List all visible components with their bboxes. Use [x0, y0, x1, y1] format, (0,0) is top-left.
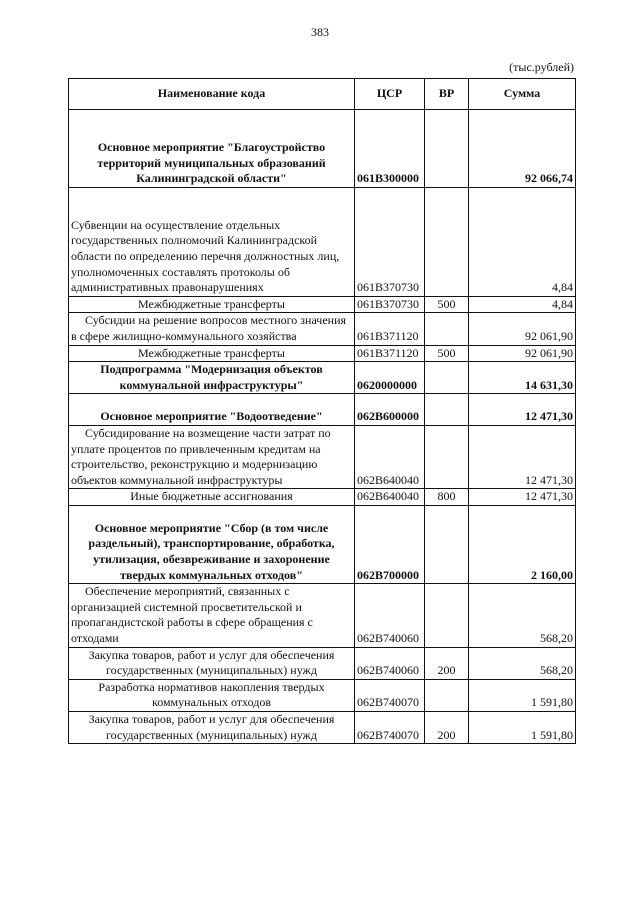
row-sum: 14 631,30 [469, 362, 576, 394]
page-number: 383 [311, 25, 329, 39]
units-label: (тыс.рублей) [509, 60, 574, 74]
row-vr: 800 [425, 489, 469, 506]
row-sum: 4,84 [469, 296, 576, 313]
table-row [69, 345, 576, 362]
row-code: 061В370730 [355, 296, 425, 313]
row-vr [425, 187, 469, 296]
row-sum: 92 061,90 [469, 345, 576, 362]
row-code: 062В700000 [355, 505, 425, 583]
row-sum: 12 471,30 [469, 394, 576, 426]
row-code: 061В300000 [355, 110, 425, 188]
row-vr: 200 [425, 647, 469, 679]
row-vr [425, 394, 469, 426]
row-code: 062В740060 [355, 584, 425, 647]
row-vr: 500 [425, 345, 469, 362]
row-sum: 92 061,90 [469, 313, 576, 345]
row-name: Межбюджетные трансферты [69, 296, 355, 313]
row-code: 061В370730 [355, 187, 425, 296]
row-vr [425, 584, 469, 647]
row-sum: 2 160,00 [469, 505, 576, 583]
row-sum: 12 471,30 [469, 425, 576, 488]
row-sum: 568,20 [469, 584, 576, 647]
table-row [69, 489, 576, 506]
row-name: Основное мероприятие "Благоустройство территорий муниципальных образований Калининградской области" [69, 110, 355, 188]
row-name: Субвенции на осуществление отдельных государственных полномочий Калининградской области по определению перечня должностных лиц, уполномоченных составлять протоколы об административных правонарушениях [69, 187, 355, 296]
row-vr [425, 505, 469, 583]
header-code: ЦСР [355, 79, 425, 110]
row-code: 061В371120 [355, 313, 425, 345]
row-name: Субсидирование на возмещение части затрат по уплате процентов по привлеченным кредитам на строительство, реконструкцию и модернизацию объектов коммунальной инфраструктуры [69, 425, 355, 488]
row-sum: 1 591,80 [469, 679, 576, 711]
header-name: Наименование кода [69, 79, 355, 110]
row-code: 062В740070 [355, 679, 425, 711]
row-vr: 200 [425, 712, 469, 744]
row-name: Обеспечение мероприятий, связанных с организацией системной просветительской и пропагандистской работы в сфере обращения с отходами [69, 584, 355, 647]
row-code: 062В640040 [355, 489, 425, 506]
row-vr: 500 [425, 296, 469, 313]
header-sum: Сумма [469, 79, 576, 110]
row-sum: 1 591,80 [469, 712, 576, 744]
table-row [69, 679, 576, 711]
row-name: Разработка нормативов накопления твердых коммунальных отходов [69, 679, 355, 711]
row-vr [425, 679, 469, 711]
row-name: Субсидии на решение вопросов местного значения в сфере жилищно-коммунального хозяйства [69, 313, 355, 345]
table-row [69, 394, 576, 426]
row-vr [425, 425, 469, 488]
row-vr [425, 362, 469, 394]
row-name: Иные бюджетные ассигнования [69, 489, 355, 506]
table-row [69, 187, 576, 296]
row-code: 062В740070 [355, 712, 425, 744]
row-name: Основное мероприятие "Водоотведение" [69, 394, 355, 426]
row-code: 061В371120 [355, 345, 425, 362]
row-code: 062В600000 [355, 394, 425, 426]
table-row [69, 584, 576, 647]
budget-table [68, 78, 576, 744]
row-name: Основное мероприятие "Сбор (в том числе раздельный), транспортирование, обработка, утилизация, обезвреживание и захоронение твердых коммунальных отходов" [69, 505, 355, 583]
table-row [69, 505, 576, 583]
row-name: Закупка товаров, работ и услуг для обеспечения государственных (муниципальных) нужд [69, 647, 355, 679]
row-code: 062В640040 [355, 425, 425, 488]
row-sum: 12 471,30 [469, 489, 576, 506]
table-row [69, 647, 576, 679]
row-name: Межбюджетные трансферты [69, 345, 355, 362]
header-vr: ВР [425, 79, 469, 110]
table-header-row [69, 79, 576, 110]
row-code: 0620000000 [355, 362, 425, 394]
table-row [69, 296, 576, 313]
row-vr [425, 110, 469, 188]
row-sum: 92 066,74 [469, 110, 576, 188]
row-code: 062В740060 [355, 647, 425, 679]
table-row [69, 712, 576, 744]
row-name: Закупка товаров, работ и услуг для обеспечения государственных (муниципальных) нужд [69, 712, 355, 744]
row-sum: 568,20 [469, 647, 576, 679]
table-row [69, 110, 576, 188]
row-name: Подпрограмма "Модернизация объектов коммунальной инфраструктуры" [69, 362, 355, 394]
table-row [69, 313, 576, 345]
table-row [69, 425, 576, 488]
row-sum: 4,84 [469, 187, 576, 296]
row-vr [425, 313, 469, 345]
table-row [69, 362, 576, 394]
